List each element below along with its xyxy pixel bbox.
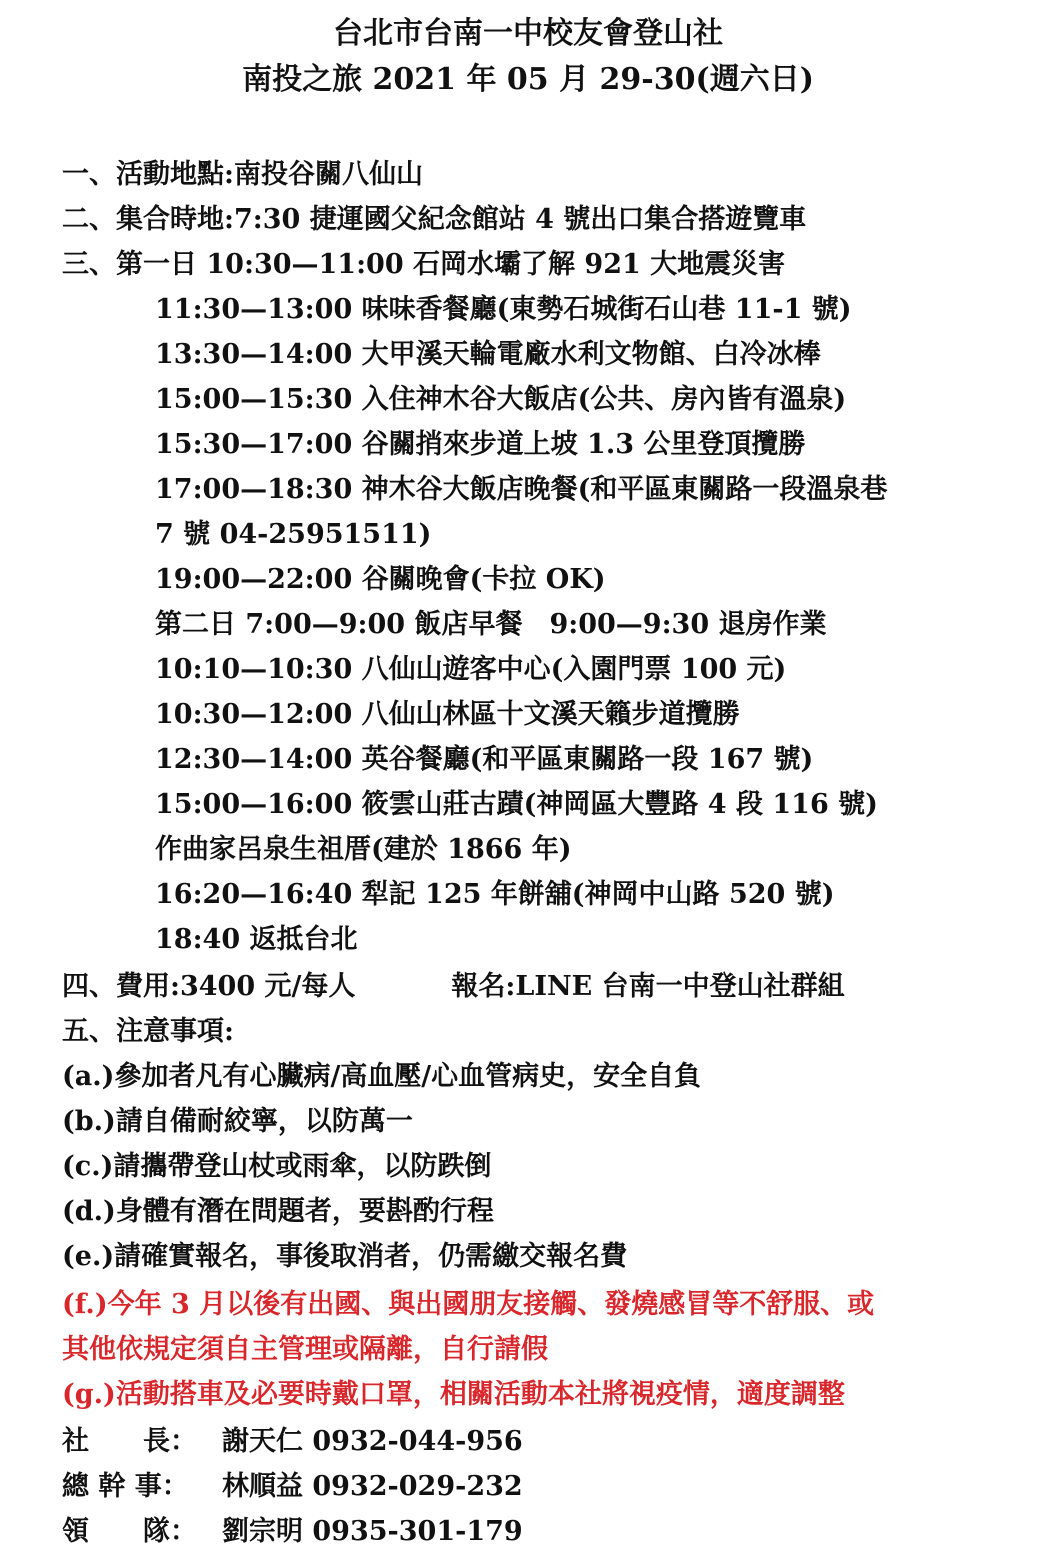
note-item: (b.)請自備耐絞寧，以防萬一 (62, 1106, 413, 1137)
schedule-item: 17:00—18:30 神木谷大飯店晚餐(和平區東關路一段溫泉巷 (155, 474, 888, 505)
notes-heading: 五、注意事項: (62, 1016, 234, 1047)
schedule-item: 15:00—15:30 入住神木谷大飯店(公共、房內皆有溫泉) (155, 384, 847, 415)
schedule-item-continued: 7 號 04-25951511) (155, 519, 432, 550)
schedule-item-continued: 作曲家呂泉生祖厝(建於 1866 年) (155, 834, 572, 865)
schedule-item: 13:30—14:00 大甲溪天輪電廠水利文物館、白冷冰棒 (155, 339, 821, 370)
contact-name-phone: 謝天仁 0932-044-956 (222, 1426, 523, 1457)
fee-text: 四、費用:3400 元/每人 (62, 971, 356, 1002)
schedule-item: 15:30—17:00 谷關捎來步道上坡 1.3 公里登頂攬勝 (155, 429, 806, 460)
contact-leader (62, 1515, 523, 1549)
schedule-item: 11:30—13:00 味味香餐廳(東勢石城街石山巷 11-1 號) (155, 294, 852, 325)
schedule-day2-first: 第二日 7:00—9:00 飯店早餐 9:00—9:30 退房作業 (155, 609, 827, 640)
note-item-alert: (f.)今年 3 月以後有出國、與出國朋友接觸、發燒感冒等不舒服、或 (62, 1289, 875, 1320)
contact-president (62, 1425, 523, 1459)
note-item: (a.)參加者凡有心臟病/高血壓/心血管病史，安全自負 (62, 1061, 702, 1092)
schedule-item: 19:00—22:00 谷關晚會(卡拉 OK) (155, 564, 606, 595)
note-item-alert-continued: 其他依規定須自主管理或隔離，自行請假 (62, 1334, 548, 1365)
note-item: (d.)身體有潛在問題者，要斟酌行程 (62, 1196, 494, 1227)
registration-text: 報名:LINE 台南一中登山社群組 (451, 971, 845, 1002)
note-item: (e.)請確實報名，事後取消者，仍需繳交報名費 (62, 1241, 628, 1272)
schedule-day1-first: 三、第一日 10:30—11:00 石岡水壩了解 921 大地震災害 (62, 249, 786, 280)
contact-secretary (62, 1470, 523, 1504)
contact-role: 社 長： (62, 1426, 197, 1457)
schedule-item: 12:30—14:00 英谷餐廳(和平區東關路一段 167 號) (155, 744, 814, 775)
contact-name-phone: 林順益 0932-029-232 (222, 1471, 523, 1502)
document-title: 台北市台南一中校友會登山社 (333, 16, 723, 51)
contact-role: 領 隊： (62, 1516, 197, 1547)
contact-role: 總 幹 事： (62, 1471, 189, 1502)
fee-and-registration (62, 970, 845, 1004)
schedule-item: 10:10—10:30 八仙山遊客中心(入園門票 100 元) (155, 654, 787, 685)
activity-location: 一、活動地點:南投谷關八仙山 (62, 159, 423, 190)
schedule-item: 16:20—16:40 犁記 125 年餅舖(神岡中山路 520 號) (155, 879, 835, 910)
note-item-alert: (g.)活動搭車及必要時戴口罩，相關活動本社將視疫情，適度調整 (62, 1379, 845, 1410)
note-item: (c.)請攜帶登山杖或雨傘，以防跌倒 (62, 1151, 492, 1182)
document-subtitle: 南投之旅 2021 年 05 月 29-30(週六日) (242, 62, 814, 97)
contact-name-phone: 劉宗明 0935-301-179 (222, 1516, 523, 1547)
schedule-item: 15:00—16:00 筱雲山莊古蹟(神岡區大豐路 4 段 116 號) (155, 789, 878, 820)
schedule-item: 18:40 返抵台北 (155, 924, 358, 955)
schedule-item: 10:30—12:00 八仙山林區十文溪天籟步道攬勝 (155, 699, 740, 730)
meeting-point: 二、集合時地:7:30 捷運國父紀念館站 4 號出口集合搭遊覽車 (62, 204, 807, 235)
